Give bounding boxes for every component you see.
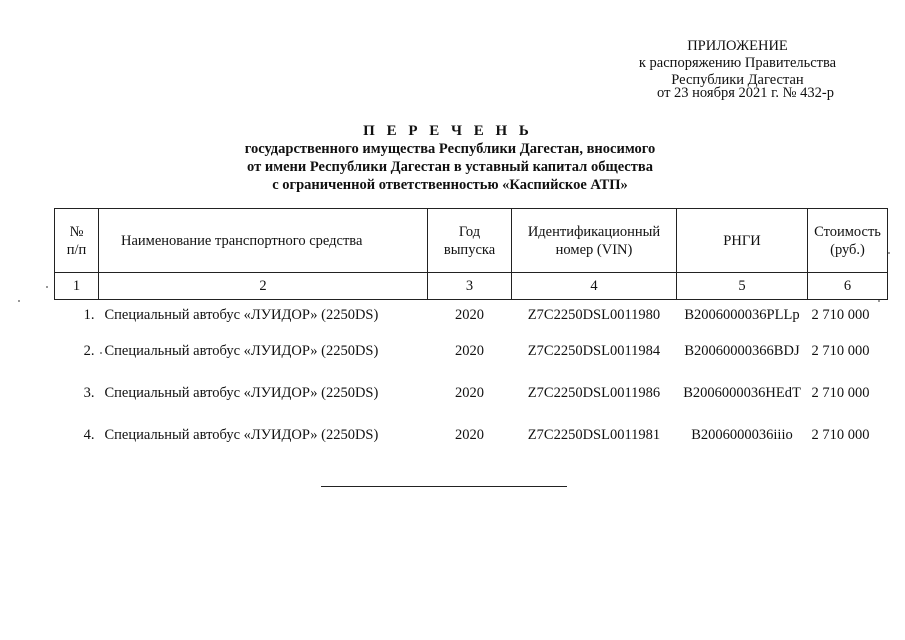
appendix-date-line: от 23 ноября 2021 г. № 432-р — [657, 85, 834, 101]
scan-speck — [100, 352, 102, 354]
vehicle-table — [54, 208, 888, 456]
row-cost: 2 710 000 — [811, 384, 870, 401]
header-year-line-2: выпуска — [443, 241, 496, 258]
row-rngi: B20060000366BDJ — [684, 342, 800, 359]
table-header-row — [55, 209, 888, 273]
row-num: 4. — [83, 426, 95, 443]
column-number: 2 — [99, 273, 428, 300]
column-number: 4 — [512, 273, 677, 300]
row-vin: Z7C2250DSL0011980 — [527, 306, 661, 323]
table-row — [55, 300, 888, 331]
row-year: 2020 — [455, 426, 484, 443]
header-num-line-1: № — [69, 223, 84, 240]
row-year: 2020 — [455, 384, 484, 401]
column-number: 5 — [677, 273, 808, 300]
header-rngi: РНГИ — [677, 209, 808, 273]
table-row — [55, 372, 888, 414]
heading-line-3: с ограниченной ответственностью «Каспийское АТП» — [272, 177, 628, 193]
column-number: 3 — [428, 273, 512, 300]
header-vin-line-2: номер (VIN) — [555, 241, 633, 258]
row-cost: 2 710 000 — [811, 426, 870, 443]
row-cost: 2 710 000 — [811, 306, 870, 323]
row-rngi: B2006000036PLLp — [684, 306, 800, 323]
document-heading — [150, 122, 750, 194]
header-year — [428, 209, 512, 273]
row-num: 2. — [83, 342, 95, 359]
column-numbers-row — [55, 273, 888, 300]
header-cost — [808, 209, 888, 273]
column-number: 6 — [808, 273, 888, 300]
end-separator-line — [321, 486, 567, 487]
row-cost: 2 710 000 — [811, 342, 870, 359]
row-num: 1. — [83, 306, 95, 323]
header-name: Наименование транспортного средства — [99, 209, 428, 273]
table-row — [55, 330, 888, 372]
row-num: 3. — [83, 384, 95, 401]
row-rngi: B2006000036HEdT — [683, 384, 801, 401]
row-year: 2020 — [455, 306, 484, 323]
row-year: 2020 — [455, 342, 484, 359]
heading-line-1: государственного имущества Республики Дагестан, вносимого — [244, 141, 656, 157]
appendix-line-2: Республики Дагестан — [671, 72, 804, 88]
appendix-block — [600, 38, 875, 102]
appendix-title: ПРИЛОЖЕНИЕ — [687, 38, 788, 54]
header-cost-line-2: (руб.) — [830, 241, 865, 258]
row-name: Специальный автобус «ЛУИДОР» (2250DS) — [104, 306, 379, 323]
heading-line-2: от имени Республики Дагестан в уставный капитал общества — [247, 159, 653, 175]
scan-speck — [888, 252, 890, 254]
row-name: Специальный автобус «ЛУИДОР» (2250DS) — [104, 384, 379, 401]
row-name: Специальный автобус «ЛУИДОР» (2250DS) — [104, 342, 379, 359]
header-year-line-1: Год — [458, 223, 481, 240]
row-rngi: B2006000036iiio — [691, 426, 793, 443]
header-num-line-2: п/п — [66, 241, 87, 258]
table-row — [55, 414, 888, 456]
header-cost-line-1: Стоимость — [814, 223, 881, 240]
row-vin: Z7C2250DSL0011984 — [527, 342, 661, 359]
header-vin-line-1: Идентификационный — [527, 223, 661, 240]
scan-speck — [46, 286, 48, 288]
header-vin — [512, 209, 677, 273]
header-num — [55, 209, 99, 273]
scan-speck — [18, 300, 20, 302]
row-name: Специальный автобус «ЛУИДОР» (2250DS) — [104, 426, 379, 443]
scan-speck — [878, 300, 880, 302]
row-vin: Z7C2250DSL0011986 — [527, 384, 661, 401]
heading-title: П Е Р Е Ч Е Н Ь — [363, 123, 533, 139]
appendix-line-1: к распоряжению Правительства — [638, 55, 837, 71]
row-vin: Z7C2250DSL0011981 — [527, 426, 661, 443]
column-number: 1 — [55, 273, 99, 300]
